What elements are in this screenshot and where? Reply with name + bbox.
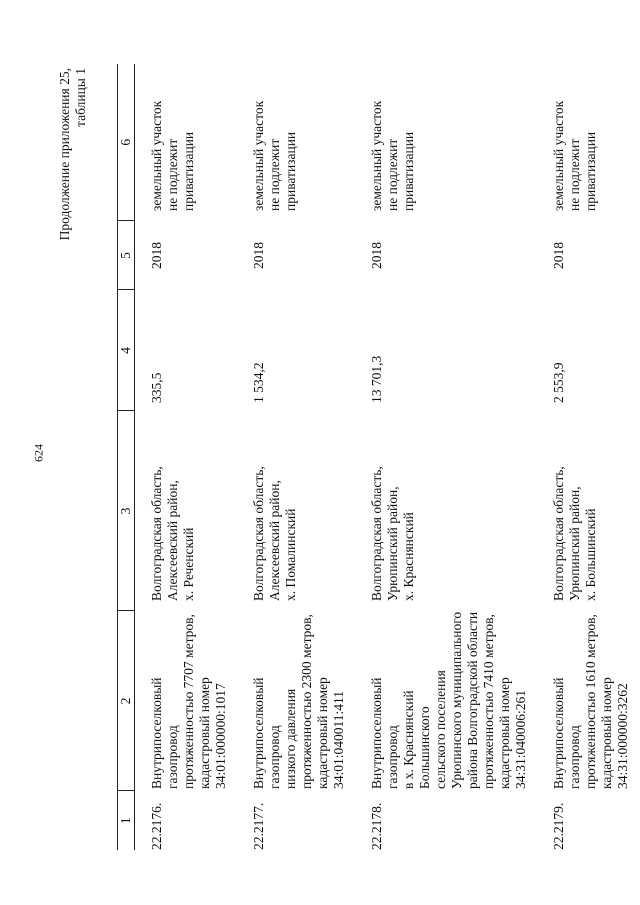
text-line: сельского поселения xyxy=(433,670,448,789)
column-header-5: 5 xyxy=(118,221,135,290)
text-line: Урюпинский район, xyxy=(385,486,400,601)
text-line: протяженностью 7707 метров, xyxy=(181,614,196,789)
rotated-page-content xyxy=(57,60,630,850)
text-line: х. Большинский xyxy=(583,508,598,601)
text-line: земельный участок xyxy=(369,100,384,211)
text-line: приватизации xyxy=(583,131,598,211)
text-line: не подлежит xyxy=(165,138,180,211)
object-year: 2018 xyxy=(251,242,266,269)
text-line: приватизации xyxy=(181,131,196,211)
page-number: 624 xyxy=(31,444,46,462)
table-row xyxy=(347,64,529,850)
text-line: кадастровый номер xyxy=(315,677,330,789)
text-line: Внутрипоселковый газопровод xyxy=(551,677,582,789)
caption-line-2: таблицы 1 xyxy=(73,68,88,127)
object-year: 2018 xyxy=(369,242,384,269)
text-line: 34:01:000000:1017 xyxy=(213,683,228,789)
text-line: х. Помалинский xyxy=(283,508,298,601)
text-line: в х. Краснянский Большинского xyxy=(401,690,432,789)
object-value: 335,5 xyxy=(149,372,164,403)
table-row xyxy=(529,64,631,850)
text-line: кадастровый номер xyxy=(197,677,212,789)
object-address xyxy=(529,411,631,611)
text-line: Алексеевский район, xyxy=(267,480,282,601)
object-note xyxy=(229,64,347,221)
text-line: Алексеевский район, xyxy=(165,480,180,601)
text-line: кадастровый номер xyxy=(497,677,512,789)
object-address xyxy=(135,411,230,611)
object-year: 2018 xyxy=(551,242,566,269)
object-name xyxy=(135,611,230,791)
text-line: района Волгоградской области xyxy=(465,611,480,789)
row-number: 22.2176. xyxy=(149,802,164,850)
table-row xyxy=(135,64,230,850)
object-value: 13 701,3 xyxy=(369,355,384,403)
column-header-1: 1 xyxy=(118,791,135,850)
row-number: 22.2178. xyxy=(369,802,384,850)
text-line: протяженностью 1610 метров, xyxy=(583,614,598,789)
text-line: не подлежит xyxy=(385,138,400,211)
object-year: 2018 xyxy=(149,242,164,269)
text-line: Волгоградская область, xyxy=(369,466,384,601)
text-line: кадастровый номер xyxy=(599,677,614,789)
text-line: земельный участок xyxy=(251,100,266,211)
text-line: низкого давления xyxy=(283,688,298,789)
text-line: приватизации xyxy=(401,131,416,211)
column-header-6: 6 xyxy=(118,64,135,221)
text-line: Внутрипоселковый газопровод xyxy=(149,677,180,789)
text-line: Волгоградская область, xyxy=(251,466,266,601)
text-line: 34:01:040011:411 xyxy=(331,690,346,789)
text-line: 34:31:000000:3262 xyxy=(615,683,630,789)
text-line: земельный участок xyxy=(149,100,164,211)
text-line: Урюпинский район, xyxy=(567,486,582,601)
text-line: протяженностью 7410 метров, xyxy=(481,614,496,789)
object-address xyxy=(347,411,529,611)
caption-line-1: Продолжение приложения 25, xyxy=(57,68,72,241)
object-note xyxy=(347,64,529,221)
object-value: 2 553,9 xyxy=(551,362,566,403)
object-note xyxy=(135,64,230,221)
text-line: протяженностью 2300 метров, xyxy=(299,614,314,789)
column-header-2: 2 xyxy=(118,611,135,791)
text-line: 34:31:040006:261 xyxy=(513,689,528,789)
object-name xyxy=(347,611,529,791)
object-note xyxy=(529,64,631,221)
text-line: Внутрипоселковый газопровод xyxy=(369,677,400,789)
object-name xyxy=(529,611,631,791)
text-line: приватизации xyxy=(283,131,298,211)
table-caption xyxy=(57,68,89,258)
text-line: Волгоградская область, xyxy=(149,466,164,601)
object-value: 1 534,2 xyxy=(251,362,266,403)
text-line: х. Реченский xyxy=(181,527,196,601)
table-row xyxy=(229,64,347,850)
text-line: не подлежит xyxy=(267,138,282,211)
row-number: 22.2179. xyxy=(551,802,566,850)
text-line: земельный участок xyxy=(551,100,566,211)
column-header-3: 3 xyxy=(118,411,135,611)
object-address xyxy=(229,411,347,611)
text-line: Волгоградская область, xyxy=(551,466,566,601)
text-line: Урюпинского муниципального xyxy=(449,611,464,789)
row-number: 22.2177. xyxy=(251,802,266,850)
column-number-row xyxy=(118,64,135,850)
object-name xyxy=(229,611,347,791)
text-line: Внутрипоселковый газопровод xyxy=(251,677,282,789)
text-line: не подлежит xyxy=(567,138,582,211)
column-header-4: 4 xyxy=(118,290,135,411)
property-table xyxy=(117,64,631,850)
text-line: х. Краснянский xyxy=(401,512,416,601)
